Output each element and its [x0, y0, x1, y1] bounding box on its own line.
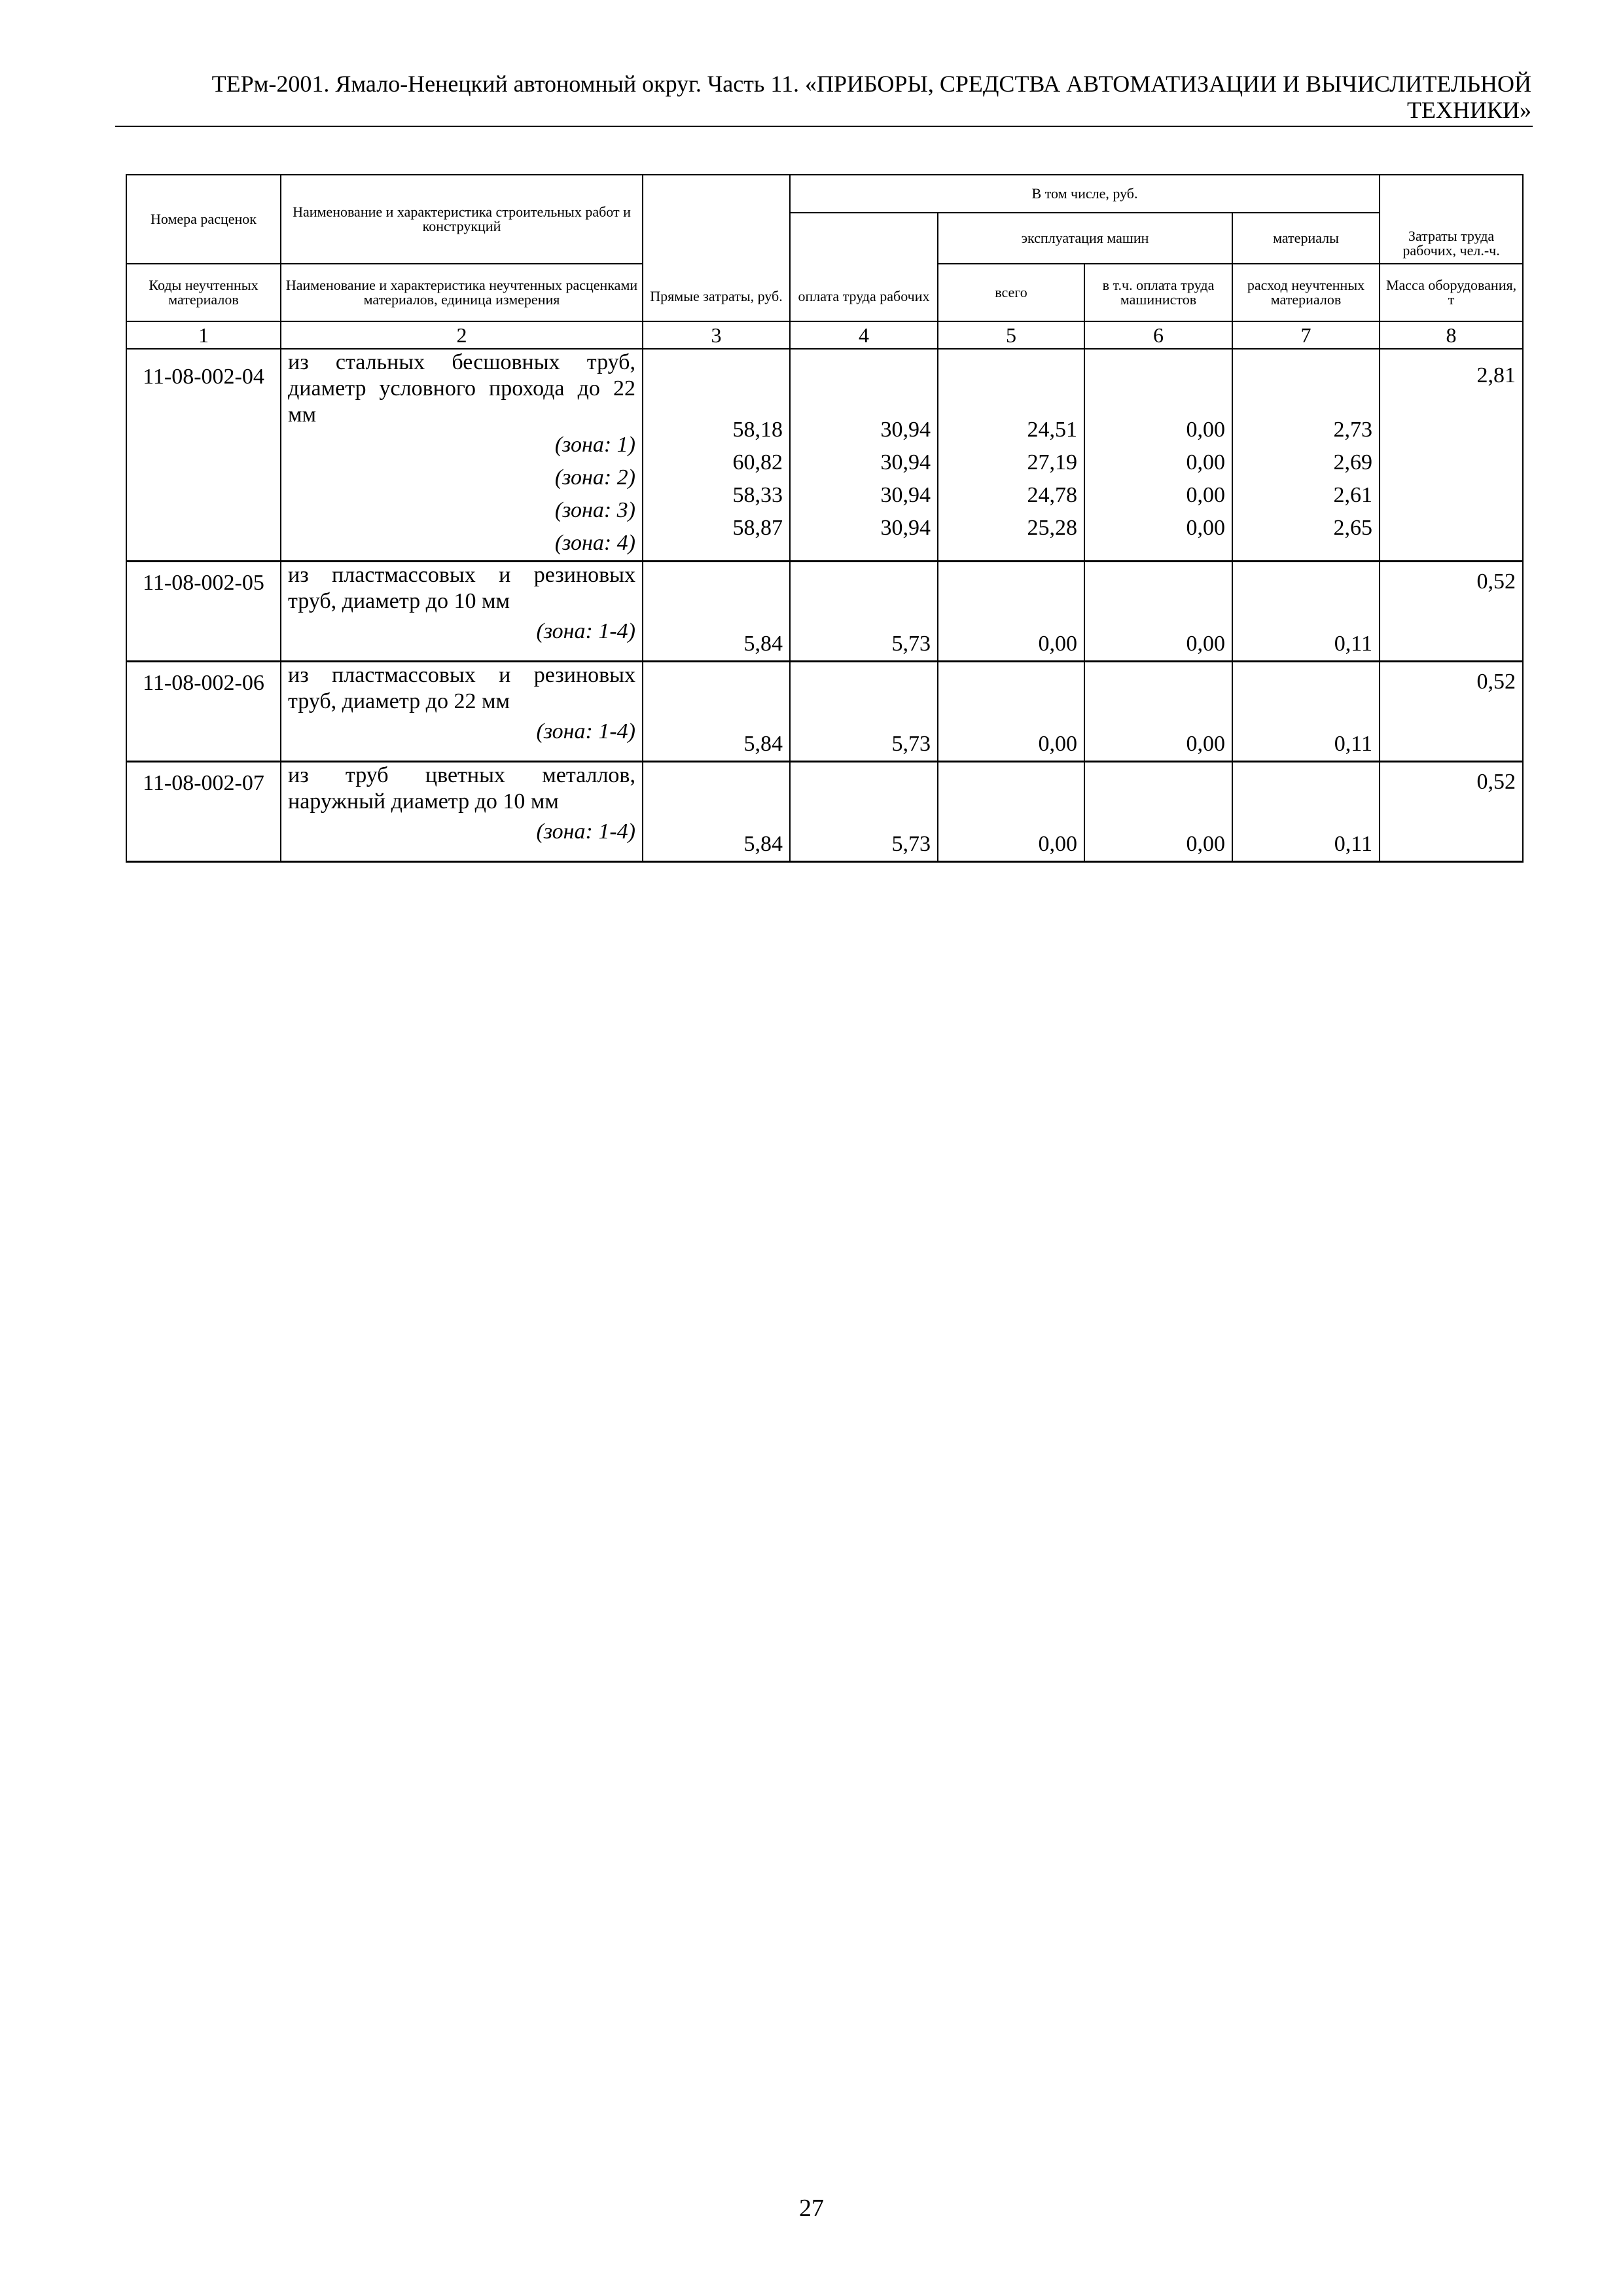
col-number-7: 7	[1232, 321, 1380, 349]
wages-cell	[790, 562, 938, 662]
head-labor-costs: Затраты труда рабочих, чел.-ч.	[1380, 175, 1523, 264]
machinists-cell	[1084, 349, 1232, 562]
direct-costs-value: 58,18	[732, 418, 783, 442]
running-header	[115, 71, 1531, 123]
wages-cell	[790, 662, 938, 762]
machinists-value: 0,00	[1186, 632, 1225, 656]
materials-cell	[1232, 662, 1380, 762]
direct-costs-cell	[643, 762, 790, 862]
machines-value: 0,00	[1038, 732, 1077, 756]
machinists-value: 0,00	[1186, 516, 1225, 540]
machines-cell	[938, 349, 1084, 562]
direct-costs-value: 5,84	[743, 832, 783, 856]
rate-code: 11-08-002-05	[126, 562, 281, 662]
wages-value: 30,94	[880, 450, 931, 475]
machines-value: 0,00	[1038, 832, 1077, 856]
zone-label: (зона: 1-4)	[536, 819, 635, 844]
direct-costs-value: 60,82	[732, 450, 783, 475]
rate-code: 11-08-002-07	[126, 762, 281, 862]
materials-value: 2,69	[1333, 450, 1373, 475]
rates-table	[126, 174, 1524, 863]
zone-label: (зона: 1-4)	[536, 619, 635, 643]
labor-costs-value: 0,52	[1380, 762, 1523, 862]
wages-cell	[790, 349, 938, 562]
head-equipment-mass: Масса оборудования, т	[1380, 264, 1523, 321]
col-number-5: 5	[938, 321, 1084, 349]
rate-code: 11-08-002-06	[126, 662, 281, 762]
wages-value: 30,94	[880, 483, 931, 507]
table-row	[126, 349, 1523, 562]
rate-description: из стальных бесшовных труб, диаметр условного прохода до 22 мм	[288, 350, 635, 427]
col-number-8: 8	[1380, 321, 1523, 349]
zone-label: (зона: 1-4)	[536, 719, 635, 744]
machinists-value: 0,00	[1186, 450, 1225, 475]
col-number-1: 1	[126, 321, 281, 349]
wages-value: 5,73	[891, 832, 931, 856]
table-row	[126, 662, 1523, 762]
head-machine-operation: эксплуатация машин	[938, 213, 1232, 264]
head-machinist-wages: в т.ч. оплата труда машинистов	[1084, 264, 1232, 321]
materials-value: 0,11	[1334, 732, 1373, 756]
direct-costs-value: 58,87	[732, 516, 783, 540]
col-number-2: 2	[281, 321, 643, 349]
wages-value: 30,94	[880, 516, 931, 540]
machines-value: 25,28	[1027, 516, 1077, 540]
wages-value: 5,73	[891, 732, 931, 756]
machinists-value: 0,00	[1186, 483, 1225, 507]
materials-value: 2,61	[1333, 483, 1373, 507]
machinists-value: 0,00	[1186, 418, 1225, 442]
table-row	[126, 762, 1523, 862]
labor-costs-value: 0,52	[1380, 562, 1523, 662]
col-number-4: 4	[790, 321, 938, 349]
head-rate-numbers: Номера расценок	[126, 175, 281, 264]
machines-value: 24,51	[1027, 418, 1077, 442]
head-machines-total: всего	[938, 264, 1084, 321]
machinists-cell	[1084, 762, 1232, 862]
materials-value: 2,73	[1333, 418, 1373, 442]
head-including: В том числе, руб.	[790, 175, 1380, 213]
machinists-cell	[1084, 662, 1232, 762]
wages-value: 30,94	[880, 418, 931, 442]
zone-label: (зона: 4)	[554, 531, 635, 555]
head-worker-wages: оплата труда рабочих	[790, 213, 938, 321]
rate-description: из труб цветных металлов, наружный диаметр до 10 мм	[288, 763, 635, 814]
direct-costs-cell	[643, 562, 790, 662]
header-rule	[115, 126, 1533, 127]
materials-cell	[1232, 562, 1380, 662]
direct-costs-cell	[643, 662, 790, 762]
rate-code: 11-08-002-04	[126, 349, 281, 562]
labor-costs-value: 2,81	[1380, 349, 1523, 562]
materials-value: 0,11	[1334, 632, 1373, 656]
machines-cell	[938, 562, 1084, 662]
rate-description: из пластмассовых и резиновых труб, диаметр до 10 мм	[288, 563, 635, 613]
machines-cell	[938, 662, 1084, 762]
head-material-codes: Коды неучтенных материалов	[126, 264, 281, 321]
machines-value: 0,00	[1038, 632, 1077, 656]
direct-costs-cell	[643, 349, 790, 562]
head-materials: материалы	[1232, 213, 1380, 264]
machinists-cell	[1084, 562, 1232, 662]
machinists-value: 0,00	[1186, 832, 1225, 856]
wages-value: 5,73	[891, 632, 931, 656]
head-work-name: Наименование и характеристика строительных работ и конструкций	[281, 175, 643, 264]
table-row	[126, 562, 1523, 662]
rate-description-cell	[281, 762, 643, 862]
direct-costs-value: 5,84	[743, 732, 783, 756]
materials-value: 2,65	[1333, 516, 1373, 540]
head-direct-costs: Прямые затраты, руб.	[643, 175, 790, 321]
running-header-line2: ТЕХНИКИ»	[1407, 97, 1531, 123]
col-number-6: 6	[1084, 321, 1232, 349]
rate-description-cell	[281, 562, 643, 662]
wages-cell	[790, 762, 938, 862]
direct-costs-value: 5,84	[743, 632, 783, 656]
rate-description-cell	[281, 349, 643, 562]
col-number-3: 3	[643, 321, 790, 349]
machines-cell	[938, 762, 1084, 862]
labor-costs-value: 0,52	[1380, 662, 1523, 762]
rate-description: из пластмассовых и резиновых труб, диаметр до 22 мм	[288, 663, 635, 713]
machinists-value: 0,00	[1186, 732, 1225, 756]
rate-description-cell	[281, 662, 643, 762]
running-header-line1: ТЕРм-2001. Ямало-Ненецкий автономный округ. Часть 11. «ПРИБОРЫ, СРЕДСТВА АВТОМАТИЗАЦИИ И ВЫЧИСЛИТЕЛЬНОЙ	[211, 71, 1531, 97]
page-number: 27	[799, 2195, 824, 2222]
zone-label: (зона: 1)	[554, 433, 635, 457]
materials-cell	[1232, 762, 1380, 862]
head-material-name: Наименование и характеристика неучтенных расценками материалов, единица измерения	[281, 264, 643, 321]
zone-label: (зона: 2)	[554, 465, 635, 490]
head-unaccounted-materials: расход неучтенных материалов	[1232, 264, 1380, 321]
machines-value: 24,78	[1027, 483, 1077, 507]
materials-value: 0,11	[1334, 832, 1373, 856]
zone-label: (зона: 3)	[554, 498, 635, 522]
machines-value: 27,19	[1027, 450, 1077, 475]
materials-cell	[1232, 349, 1380, 562]
direct-costs-value: 58,33	[732, 483, 783, 507]
